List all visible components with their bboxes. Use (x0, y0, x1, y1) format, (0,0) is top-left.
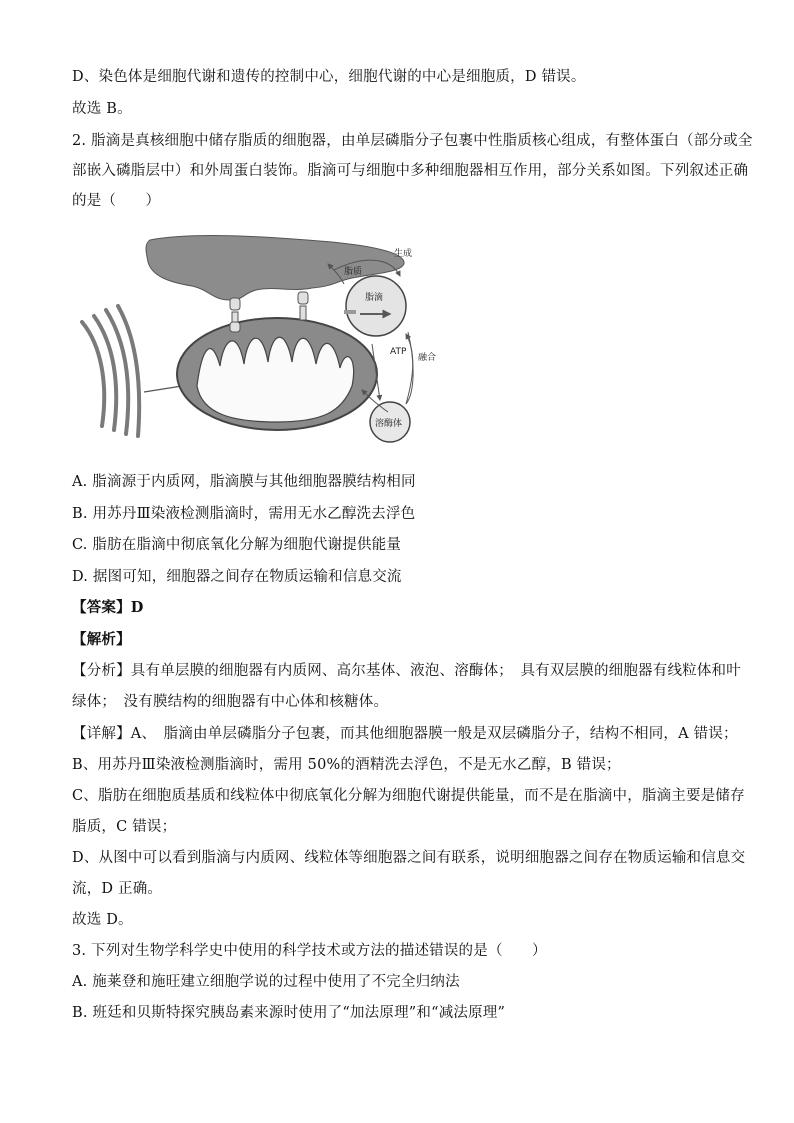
analysis-text: 绿体； 没有膜结构的细胞器有中心体和核糖体。 (72, 694, 389, 710)
detail-text: 流，D 正确。 (72, 881, 163, 897)
detail-text: 脂质，C 错误； (72, 819, 177, 835)
label-generate: 生成 (394, 249, 413, 259)
organelle-diagram (72, 226, 452, 454)
detail-text: 【详解】A、 脂滴由单层磷脂分子包裹，而其他细胞器膜一般是双层磷脂分子，结构不相同，A 错误； (72, 726, 738, 742)
option-c: C. 脂肪在脂滴中彻底氧化分解为细胞代谢提供能量 (72, 537, 402, 553)
detail-text: D、从图中可以看到脂滴与内质网、线粒体等细胞器之间有联系，说明细胞器之间存在物质运输和信息交 (72, 850, 746, 866)
option-d: D. 据图可知，细胞器之间存在物质运输和信息交流 (72, 569, 402, 585)
selection-text: 故选 D。 (72, 912, 133, 928)
golgi-apparatus (82, 306, 139, 436)
question-3-stem: 3. 下列对生物学科学史中使用的科学技术或方法的描述错误的是（ ） (72, 943, 547, 959)
text-line: 故选 B。 (72, 101, 132, 117)
option-b: B. 用苏丹Ⅲ染液检测脂滴时，需用无水乙醇洗去浮色 (72, 506, 416, 522)
lysosome (370, 402, 410, 442)
lysosome-label: 溶酶体 (375, 419, 403, 429)
question-3-option-a: A. 施莱登和施旺建立细胞学说的过程中使用了不完全归纳法 (72, 974, 460, 990)
lipid-droplet-label: 脂滴 (365, 293, 384, 303)
question-3-option-b: B. 班廷和贝斯特探究胰岛素来源时使用了“加法原理”和“减法原理” (72, 1005, 506, 1021)
lipid-droplet (344, 276, 406, 336)
analysis-label: 【解析】 (72, 631, 131, 648)
question-2-stem: 的是（ ） (72, 193, 161, 209)
label-lipid: 脂质 (344, 267, 363, 277)
label-fusion: 融合 (418, 353, 437, 363)
detail-text: B、用苏丹Ⅲ染液检测脂滴时，需用 50%的酒精洗去浮色，不是无水乙醇，B 错误； (72, 757, 621, 773)
mitochondrion (177, 318, 377, 430)
answer-label: 【答案】D (72, 599, 144, 616)
detail-text: C、脂肪在细胞质基质和线粒体中彻底氧化分解为细胞代谢提供能量，而不是在脂滴中，脂滴主要是储存 (72, 788, 745, 804)
text-line: D、染色体是细胞代谢和遗传的控制中心，细胞代谢的中心是细胞质，D 错误。 (72, 69, 586, 85)
option-a: A. 脂滴源于内质网，脂滴膜与其他细胞器膜结构相同 (72, 474, 416, 490)
analysis-text: 【分析】具有单层膜的细胞器有内质网、高尔基体、液泡、溶酶体； 具有双层膜的细胞器有线粒体和叶 (72, 663, 741, 679)
question-2-stem: 2. 脂滴是真核细胞中储存脂质的细胞器，由单层磷脂分子包裹中性脂质核心组成，有整体蛋白（部分或全 (72, 133, 753, 149)
label-atp: ATP (390, 347, 407, 357)
question-2-stem: 部嵌入磷脂层中）和外周蛋白装饰。脂滴可与细胞中多种细胞器相互作用，部分关系如图。下列叙述正确 (72, 163, 749, 179)
